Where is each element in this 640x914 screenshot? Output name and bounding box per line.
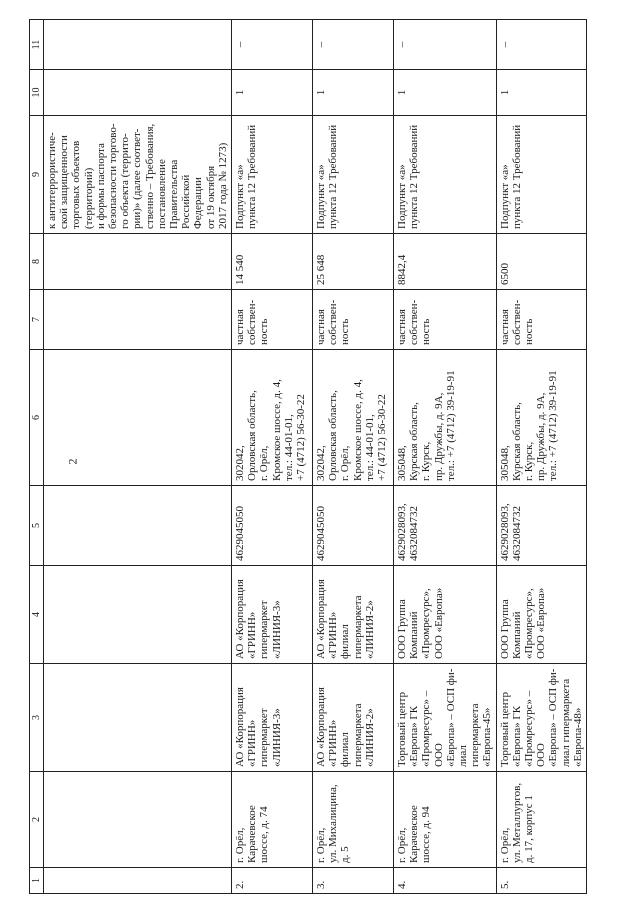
cell-col-4: АО «Корпорация «ГРИНН» филиал гипермаркета «ЛИНИЯ-2»	[313, 566, 394, 664]
cell-col-2: г. Орёл, Карачевское шоссе, д. 74	[232, 772, 313, 868]
cell-col-2: г. Орёл, Карачевское шоссе, д. 94	[394, 772, 497, 868]
cell-col-6: 302042, Орловская область, г. Орёл, Кромское шоссе, д. 4, тел.: 44-01-01, +7 (4712) 56-30-22	[313, 350, 394, 486]
cell-col-9: Подпункт «а» пункта 12 Требований	[394, 116, 497, 234]
cell-col-10: 1	[496, 70, 586, 116]
cell-col-1: 5.	[496, 868, 586, 894]
cell-col-9: к антитеррористиче- ской защищенности торговых объектов (территорий) и формы паспорта безопасности торгово- го объекта (террито- рии)» (далее соответ- ственно – Требования, постановление Правительства Российской Федерации от 19 октября 2017 года № 1273)	[44, 116, 232, 234]
cell-col-3: Торговый центр «Европа» ГК «Промресурс» – ООО «Европа» – ОСП фи- лиал гипермаркета «Европа-45»	[394, 664, 497, 772]
table-row	[496, 20, 586, 894]
cell-col-11: –	[232, 20, 313, 70]
cell-col-1: 4.	[394, 868, 497, 894]
cell-col-5	[44, 486, 232, 566]
cell-col-11: –	[313, 20, 394, 70]
cell-col-4: ООО Группа Компаний «Промресурс», ООО «Европа»	[496, 566, 586, 664]
cell-col-11: –	[394, 20, 497, 70]
cell-col-4: АО «Корпорация «ГРИНН» гипермаркет «ЛИНИЯ-3»	[232, 566, 313, 664]
cell-col-5: 4629045050	[232, 486, 313, 566]
table-row	[44, 20, 232, 894]
page-number: 2	[65, 458, 80, 465]
cell-col-8	[44, 234, 232, 290]
cell-col-6: 305048, Курская область, г. Курск, пр. Дружбы, д. 9А, тел.: +7 (4712) 39-19-91	[394, 350, 497, 486]
column-number: 4	[30, 566, 44, 664]
cell-col-10	[44, 70, 232, 116]
table-row	[232, 20, 313, 894]
cell-col-1: 3.	[313, 868, 394, 894]
cell-col-1	[44, 868, 232, 894]
cell-col-7	[44, 290, 232, 350]
cell-col-9: Подпункт «а» пункта 12 Требований	[313, 116, 394, 234]
cell-col-11: –	[496, 20, 586, 70]
column-number-row	[30, 20, 44, 894]
cell-col-7: частная собствен- ность	[394, 290, 497, 350]
table-row	[394, 20, 497, 894]
cell-col-4	[44, 566, 232, 664]
cell-col-5: 4629028093, 4632084732	[394, 486, 497, 566]
cell-col-7: частная собствен- ность	[232, 290, 313, 350]
column-number: 8	[30, 234, 44, 290]
column-number: 5	[30, 486, 44, 566]
column-number: 7	[30, 290, 44, 350]
table-body	[30, 20, 587, 894]
column-number: 3	[30, 664, 44, 772]
cell-col-10: 1	[394, 70, 497, 116]
cell-col-8: 14 540	[232, 234, 313, 290]
cell-col-3	[44, 664, 232, 772]
column-number: 2	[30, 772, 44, 868]
cell-col-4: ООО Группа Компаний «Промресурс», ООО «Европа»	[394, 566, 497, 664]
cell-col-5: 4629028093, 4632084732	[496, 486, 586, 566]
cell-col-9: Подпункт «а» пункта 12 Требований	[496, 116, 586, 234]
table-row	[313, 20, 394, 894]
column-number: 6	[30, 350, 44, 486]
column-number: 9	[30, 116, 44, 234]
cell-col-5: 4629045050	[313, 486, 394, 566]
column-number: 10	[30, 70, 44, 116]
cell-col-8: 8842,4	[394, 234, 497, 290]
cell-col-11	[44, 20, 232, 70]
cell-col-7: частная собствен- ность	[313, 290, 394, 350]
cell-col-3: АО «Корпорация «ГРИНН» гипермаркет «ЛИНИЯ-3»	[232, 664, 313, 772]
cell-col-7: частная собствен- ность	[496, 290, 586, 350]
cell-col-2	[44, 772, 232, 868]
cell-col-6	[44, 350, 232, 486]
cell-col-6: 305048, Курская область, г. Курск, пр. Дружбы, д. 9А, тел.: +7 (4712) 39-19-91	[496, 350, 586, 486]
cell-col-10: 1	[313, 70, 394, 116]
cell-col-1: 2.	[232, 868, 313, 894]
cell-col-8: 25 648	[313, 234, 394, 290]
cell-col-10: 1	[232, 70, 313, 116]
column-number: 11	[30, 20, 44, 70]
cell-col-9: Подпункт «а» пункта 12 Требований	[232, 116, 313, 234]
cell-col-3: Торговый центр «Европа» ГК «Промресурс» – ООО «Европа» – ОСП фи- лиал гипермаркета «Европа-48»	[496, 664, 586, 772]
cell-col-3: АО «Корпорация «ГРИНН» филиал гипермаркета «ЛИНИЯ-2»	[313, 664, 394, 772]
cell-col-2: г. Орёл, ул. Металлургов, д. 17, корпус 1	[496, 772, 586, 868]
cell-col-6: 302042, Орловская область, г. Орёл, Кромское шоссе, д. 4, тел.: 44-01-01, +7 (4712) 56-30-22	[232, 350, 313, 486]
cell-col-8: 6500	[496, 234, 586, 290]
column-number: 1	[30, 868, 44, 894]
objects-table	[29, 19, 587, 894]
cell-col-2: г. Орёл, ул. Михалицина, д. 5	[313, 772, 394, 868]
